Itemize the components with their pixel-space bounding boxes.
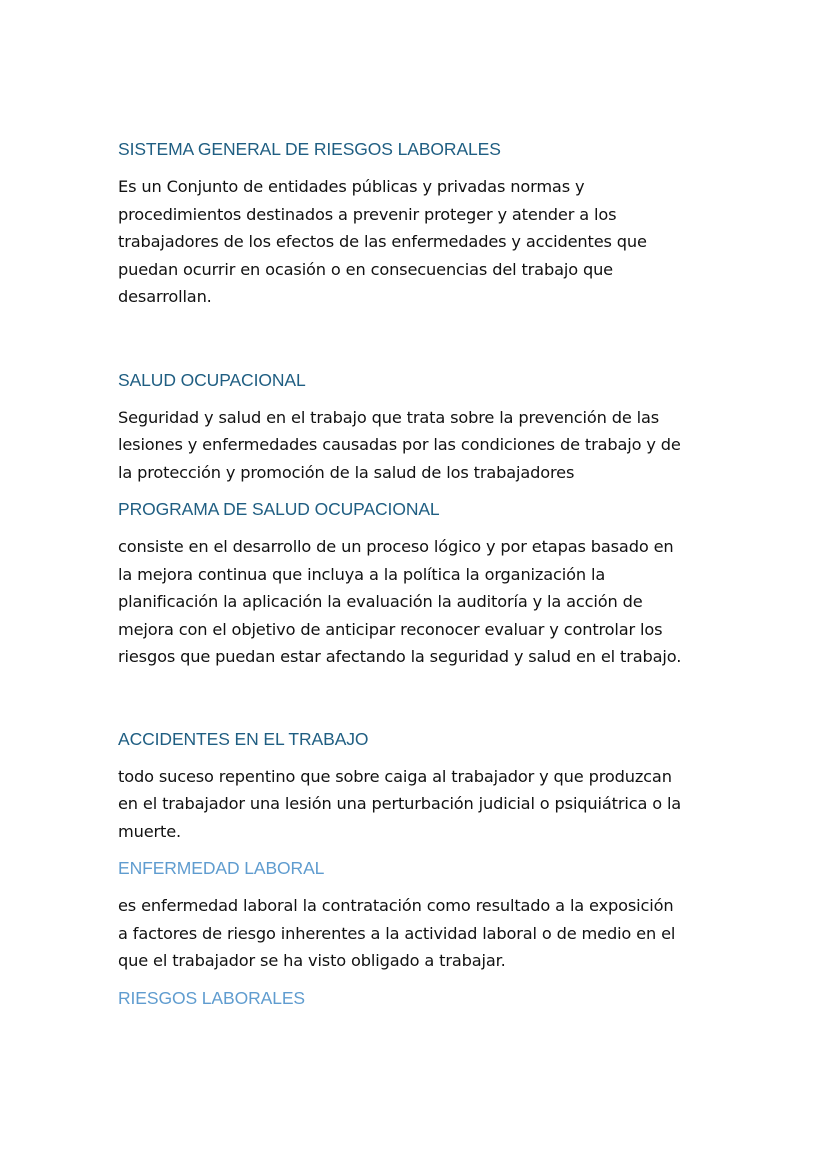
body-line: la mejora continua que incluya a la política la organización la xyxy=(118,564,606,584)
section-heading-riesgos-laborales: RIESGOS LABORALES xyxy=(118,987,305,1008)
body-line: Es un Conjunto de entidades públicas y privadas normas y xyxy=(118,177,585,196)
document-content xyxy=(118,137,718,1010)
body-line: que el trabajador se ha visto obligado a trabajar. xyxy=(118,951,506,970)
body-line: riesgos que puedan estar afectando la seguridad y salud en el trabajo. xyxy=(118,647,682,666)
section-heading-enfermedad-laboral: ENFERMEDAD LABORAL xyxy=(118,858,325,878)
body-line: lesiones y enfermedades causadas por las condiciones de trabajo y de xyxy=(118,435,681,454)
section-body-salud-ocupacional xyxy=(118,404,718,487)
body-line: la protección y promoción de la salud de los trabajadores xyxy=(118,462,575,482)
body-line: procedimientos destinados a prevenir proteger y atender a los xyxy=(118,204,617,224)
body-line: muerte. xyxy=(118,821,182,841)
section-body-enfermedad-laboral xyxy=(118,892,718,975)
section-heading-programa-salud: PROGRAMA DE SALUD OCUPACIONAL xyxy=(118,499,440,519)
body-line: en el trabajador una lesión una perturbación judicial o psiquiátrica o la xyxy=(118,794,682,813)
section-heading-sistema-general: SISTEMA GENERAL DE RIESGOS LABORALES xyxy=(118,139,501,159)
body-line: es enfermedad laboral la contratación como resultado a la exposición xyxy=(118,896,674,915)
section-body-accidentes xyxy=(118,763,718,846)
body-line: mejora con el objetivo de anticipar reconocer evaluar y controlar los xyxy=(118,619,663,639)
body-line: puedan ocurrir en ocasión o en consecuencias del trabajo que xyxy=(118,259,613,279)
body-line: desarrollan. xyxy=(118,287,212,306)
body-line: trabajadores de los efectos de las enfermedades y accidentes que xyxy=(118,232,647,251)
body-line: todo suceso repentino que sobre caiga al trabajador y que produzcan xyxy=(118,766,672,786)
body-line: planificación la aplicación la evaluación la auditoría y la acción de xyxy=(118,592,643,611)
body-line: consiste en el desarrollo de un proceso lógico y por etapas basado en xyxy=(118,537,674,556)
section-heading-accidentes: ACCIDENTES EN EL TRABAJO xyxy=(118,728,369,749)
section-body-sistema-general xyxy=(118,173,718,311)
section-body-programa-salud xyxy=(118,533,718,671)
body-line: a factores de riesgo inherentes a la actividad laboral o de medio en el xyxy=(118,923,676,943)
section-heading-salud-ocupacional: SALUD OCUPACIONAL xyxy=(118,369,306,390)
body-line: Seguridad y salud en el trabajo que trata sobre la prevención de las xyxy=(118,407,660,427)
